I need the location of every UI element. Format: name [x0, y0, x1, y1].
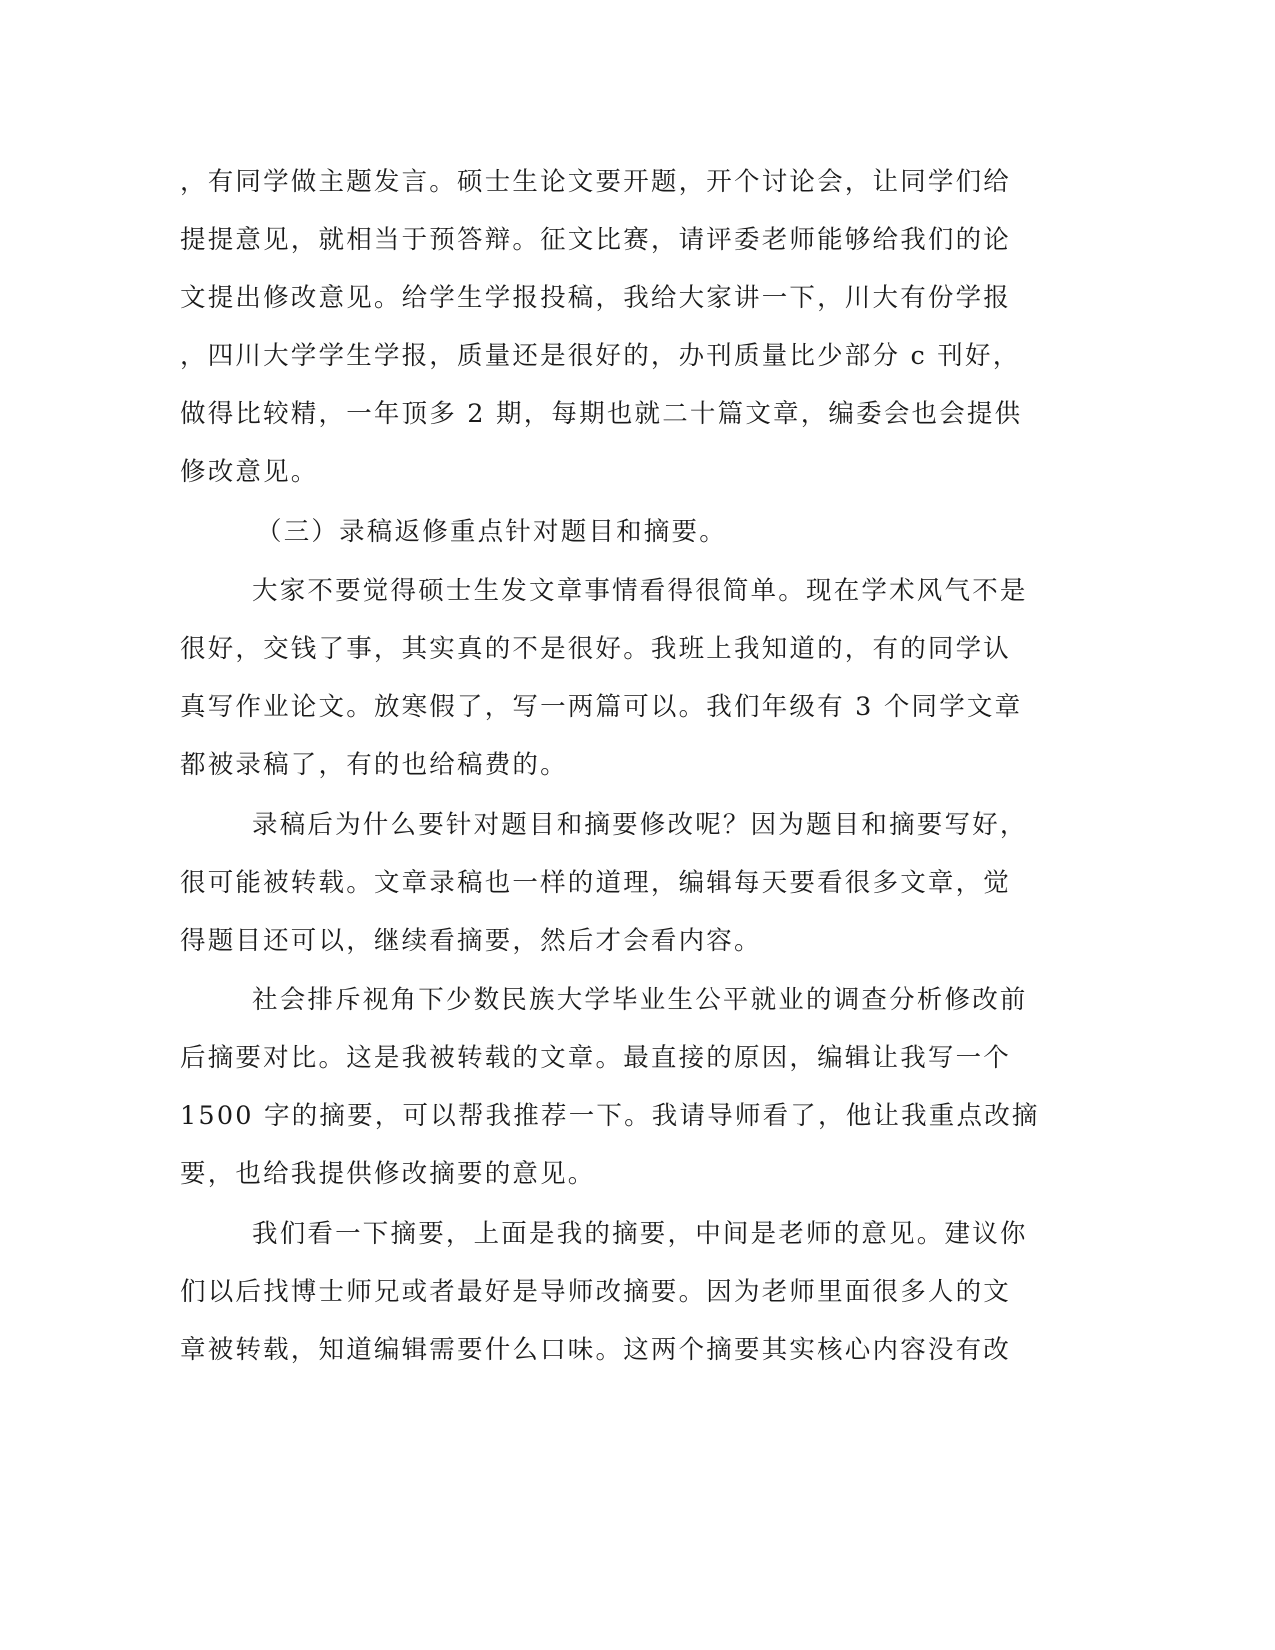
text-line: 很好，交钱了事，其实真的不是很好。我班上我知道的，有的同学认: [180, 634, 1012, 664]
text-line: 都被录稿了，有的也给稿费的。: [180, 750, 568, 780]
text-line: 我们看一下摘要，上面是我的摘要，中间是老师的意见。建议你: [252, 1219, 1028, 1249]
text-line: 录稿后为什么要针对题目和摘要修改呢？因为题目和摘要写好，: [252, 810, 1028, 840]
text-line: 社会排斥视角下少数民族大学毕业生公平就业的调查分析修改前: [252, 985, 1028, 1015]
text-line: ，四川大学学生学报，质量还是很好的，办刊质量比少部分 c 刊好，: [180, 341, 1021, 371]
text-line: 做得比较精，一年顶多 2 期，每期也就二十篇文章，编委会也会提供: [180, 399, 1023, 429]
text-line: 很可能被转载。文章录稿也一样的道理，编辑每天要看很多文章，觉: [180, 868, 1012, 898]
text-line: ，有同学做主题发言。硕士生论文要开题，开个讨论会，让同学们给: [180, 167, 1012, 197]
text-line: 大家不要觉得硕士生发文章事情看得很简单。现在学术风气不是: [252, 576, 1028, 606]
text-line: 们以后找博士师兄或者最好是导师改摘要。因为老师里面很多人的文: [180, 1277, 1012, 1307]
text-line: 真写作业论文。放寒假了，写一两篇可以。我们年级有 3 个同学文章: [180, 692, 1023, 722]
text-line: 得题目还可以，继续看摘要，然后才会看内容。: [180, 926, 762, 956]
text-line: 章被转载，知道编辑需要什么口味。这两个摘要其实核心内容没有改: [180, 1335, 1012, 1365]
section-heading: （三）录稿返修重点针对题目和摘要。: [256, 517, 727, 547]
text-line: 后摘要对比。这是我被转载的文章。最直接的原因，编辑让我写一个: [180, 1043, 1012, 1073]
text-line: 修改意见。: [180, 457, 319, 487]
text-line: 1500 字的摘要，可以帮我推荐一下。我请导师看了，他让我重点改摘: [180, 1101, 1040, 1131]
text-line: 提提意见，就相当于预答辩。征文比赛，请评委老师能够给我们的论: [180, 225, 1012, 255]
text-line: 要，也给我提供修改摘要的意见。: [180, 1159, 596, 1189]
text-line: 文提出修改意见。给学生学报投稿，我给大家讲一下，川大有份学报: [180, 283, 1012, 313]
